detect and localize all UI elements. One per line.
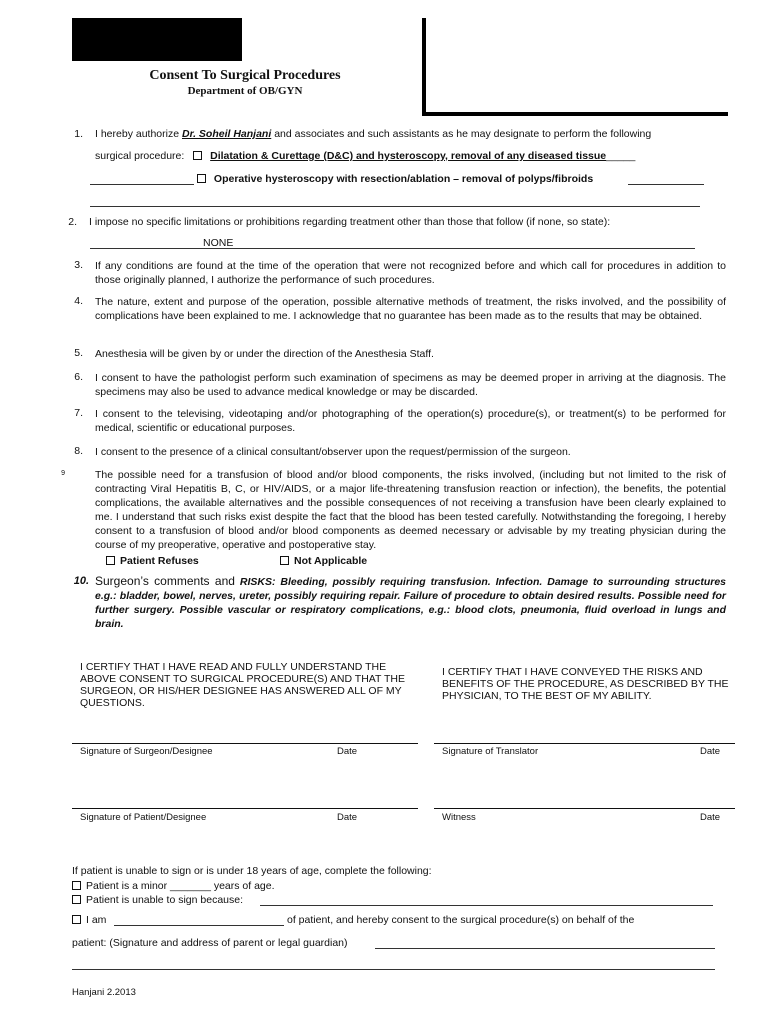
item-number-3: 3. <box>74 259 83 271</box>
patient-date-label: Date <box>337 812 358 823</box>
item-10-text: Surgeon’s comments and RISKS: Bleeding, possibly requiring transfusion. Infection. Damage to surrounding structures e.g.: bladder, bowel, nerves, ureter, possibly requiring repair. Failure of procedure to obtain desired results. Possible need for further surgery. Possible vascular or respiratory complications, e.g.: blood clots, pneumonia, fluid overload in lungs and brain. <box>95 574 727 630</box>
not-applicable-checkbox[interactable] <box>280 556 289 565</box>
item-number-4: 4. <box>74 295 83 307</box>
procedure-2-trailing-line <box>628 184 704 185</box>
unable-to-sign-option[interactable]: Patient is unable to sign because: <box>72 894 243 906</box>
item-2-text: I impose no specific limitations or prohibitions regarding treatment other than those that follow (if none, so state): <box>89 216 611 228</box>
item-number-6: 6. <box>74 371 83 383</box>
transfusion-refuse-option[interactable]: Patient Refuses <box>106 555 199 567</box>
item-number-2: 2. <box>68 216 77 228</box>
item-number-10: 10. <box>73 575 89 587</box>
minor-checkbox[interactable] <box>72 881 81 890</box>
refuse-checkbox[interactable] <box>106 556 115 565</box>
item-4-text: The nature, extent and purpose of the operation, possible alternative methods of treatment, the risks involved, and the possibility of complications have been explained to me. I acknowledge that no guarantee has been made as to the results that may be obtained. <box>95 296 726 322</box>
guardian-checkbox[interactable] <box>72 915 81 924</box>
item-8-text: I consent to the presence of a clinical consultant/observer upon the request/permission of the surgeon. <box>95 446 571 458</box>
item-number-7: 7. <box>74 407 83 419</box>
unable-checkbox[interactable] <box>72 895 81 904</box>
witness-label: Witness <box>442 812 476 823</box>
witness-signature-line[interactable] <box>434 808 735 809</box>
unable-reason-line[interactable] <box>260 905 713 906</box>
witness-date-label: Date <box>700 812 721 823</box>
translator-signature-label: Signature of Translator <box>442 746 539 757</box>
item-number-9: 9 <box>61 470 65 477</box>
limitations-line <box>90 248 695 249</box>
header-vertical-rule <box>422 18 426 116</box>
redacted-logo-block <box>72 18 242 61</box>
procedure-2-checkbox[interactable] <box>197 174 206 183</box>
patient-signature-label: Signature of Patient/Designee <box>80 812 207 823</box>
surgeon-date-label: Date <box>337 746 358 757</box>
guardian-signature-line[interactable] <box>375 948 715 949</box>
guardian-relationship-option[interactable]: I am <box>72 914 106 926</box>
minor-option[interactable]: Patient is a minor _______ years of age. <box>72 880 275 892</box>
translator-certification: I CERTIFY THAT I HAVE CONVEYED THE RISKS AND BENEFITS OF THE PROCEDURE, AS DESCRIBED BY THE PHYSICIAN, TO THE BEST OF MY ABILITY. <box>442 666 729 702</box>
procedure-blank-line <box>90 206 700 207</box>
procedure-2-leading-line <box>90 184 194 185</box>
item-6-text: I consent to have the pathologist perform such examination of specimens as may be deemed proper in arriving at the diagnosis. The specimens may also be used to advance medical knowledge or may be discarded. <box>95 372 726 398</box>
procedure-2-row <box>197 173 593 185</box>
limitations-value: NONE <box>203 237 234 249</box>
doctor-name: Dr. Soheil Hanjani <box>181 128 272 140</box>
item-number-5: 5. <box>74 347 83 359</box>
guardian-address-line[interactable] <box>72 969 715 970</box>
item-3-text: If any conditions are found at the time of the operation that were not recognized before and which call for procedures in addition to those originally planned, I authorize the performance of such procedures. <box>95 260 726 286</box>
guardian-intro: If patient is unable to sign or is under 18 years of age, complete the following: <box>72 865 432 877</box>
surgeon-signature-line[interactable] <box>72 743 418 744</box>
form-version: Hanjani 2.2013 <box>72 987 136 998</box>
item-number-8: 8. <box>74 445 83 457</box>
item-7-text: I consent to the televising, videotaping and/or photographing of the operation(s) procedure(s), or treatment(s) to be performed for medical, scientific or educational purposes. <box>95 408 726 434</box>
item-number-1: 1. <box>74 128 83 140</box>
patient-signature-line[interactable] <box>72 808 418 809</box>
procedure-1-text: Dilatation & Curettage (D&C) and hysteroscopy, removal of any diseased tissue <box>210 150 607 162</box>
item-9-text: The possible need for a transfusion of blood and/or blood components, the risks involved, (including but not limited to the risk of contracting Viral Hepatitis B, C, or HIV/AIDS, or a major life-threatening transfusion reaction or infection), the benefits, the potential complications, the available alternatives and the possible consequences of not receiving a transfusion have been clearly explained to me. I understand that such risks exist despite the fact that the blood has been tested carefully. Notwithstanding the foregoing, I hereby consent to a transfusion of blood and/or blood components as deemed necessary or advisable by my treating physician during the course of my preoperative, operative and postoperative stay. <box>95 469 726 551</box>
procedure-2-text: Operative hysteroscopy with resection/ablation – removal of polyps/fibroids <box>213 173 594 185</box>
translator-signature-line[interactable] <box>434 743 735 744</box>
procedure-1-checkbox[interactable] <box>193 151 202 160</box>
patient-certification: I CERTIFY THAT I HAVE READ AND FULLY UNDERSTAND THE ABOVE CONSENT TO SURGICAL PROCEDURE(S) AND THAT THE SURGEON, OR HIS/HER DESIGNEE HAS ANSWERED ALL OF MY QUESTIONS. <box>80 661 405 709</box>
translator-date-label: Date <box>700 746 721 757</box>
item-1-procedure-row: surgical procedure: Dilatation & Curettage (D&C) and hysteroscopy, removal of any diseased tissue_____ <box>95 150 636 162</box>
department-subtitle: Department of OB/GYN <box>187 85 303 97</box>
guardian-signature-label: patient: (Signature and address of parent or legal guardian) <box>72 937 348 949</box>
transfusion-na-option[interactable]: Not Applicable <box>280 555 367 567</box>
item-5-text: Anesthesia will be given by or under the direction of the Anesthesia Staff. <box>95 348 434 360</box>
risks-text: RISKS: Bleeding, possibly requiring transfusion. Infection. Damage to surrounding structures e.g.: bladder, bowel, nerves, ureter, possibly requiring repair. Failure of procedure to obtain desired results. Possible need for further surgery. Possible vascular or respiratory complications, e.g.: blood clots, pneumonia, fluid overload in lungs and brain. <box>95 576 727 630</box>
surgeon-signature-label: Signature of Surgeon/Designee <box>80 746 213 757</box>
item-1-line1: I hereby authorize Dr. Soheil Hanjani and associates and such assistants as he may designate to perform the following <box>95 128 652 140</box>
relationship-line[interactable] <box>114 925 284 926</box>
header-horizontal-rule <box>422 112 728 116</box>
page-title: Consent To Surgical Procedures <box>149 68 341 83</box>
guardian-consent-text: of patient, and hereby consent to the surgical procedure(s) on behalf of the <box>287 914 635 926</box>
